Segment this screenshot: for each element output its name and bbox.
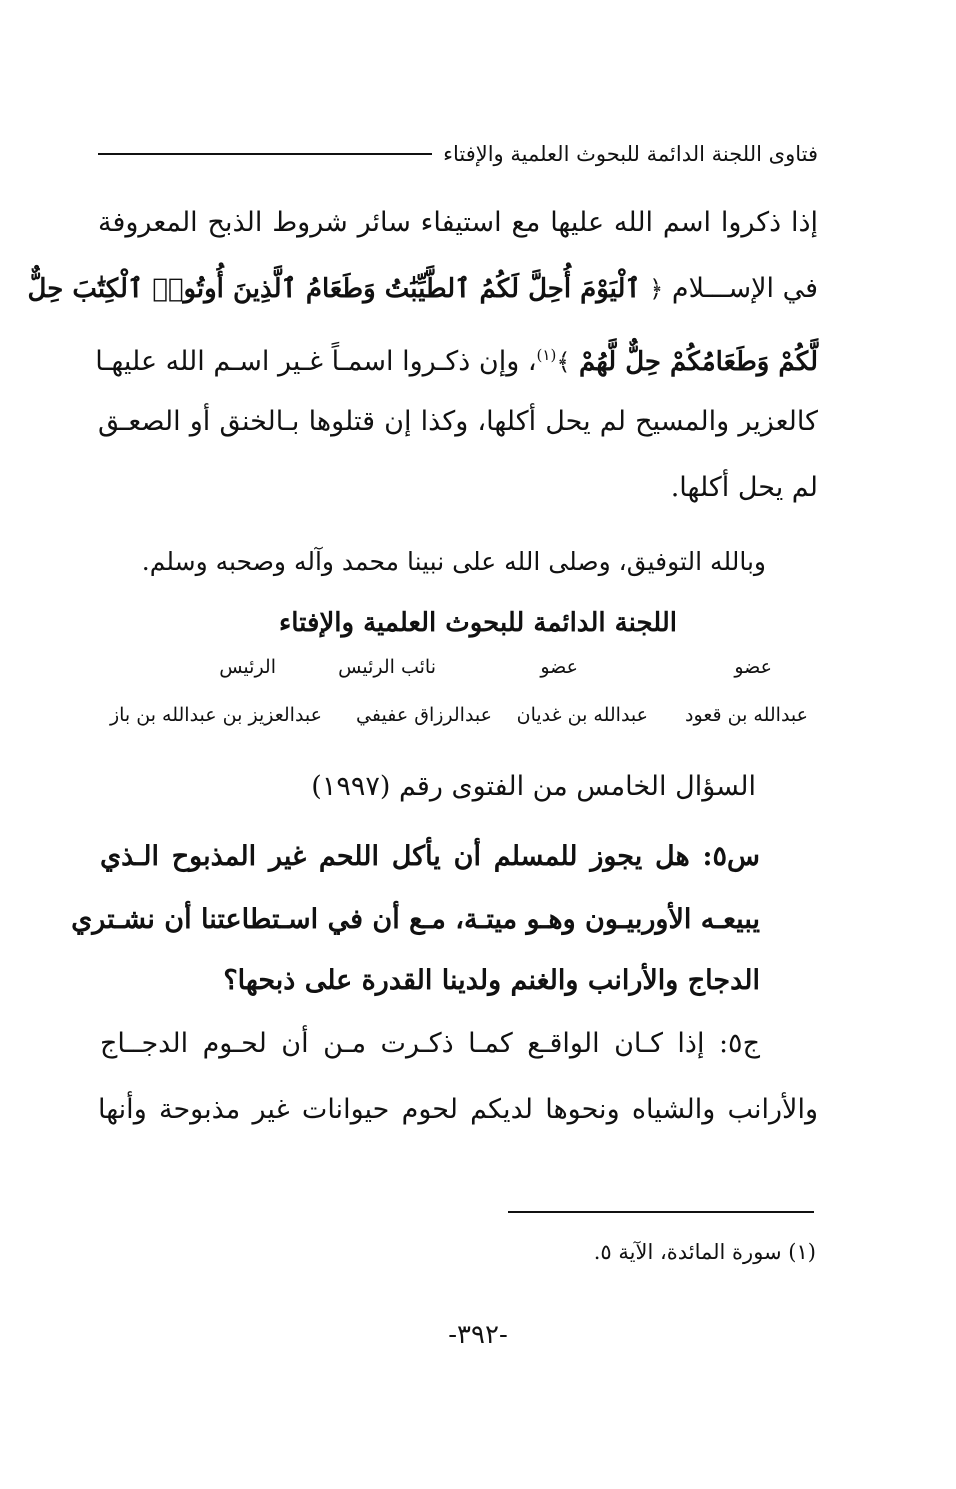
signatory-role-4: الرئيس — [219, 656, 276, 678]
running-head: فتاوى اللجنة الدائمة للبحوث العلمية والإفتاء — [443, 142, 818, 166]
paragraph-line-2 — [27, 272, 818, 306]
answer-line-1: ج٥: إذا كـان الواقـع كمـا ذكـرت مـن أن لحـوم الدجــاج — [100, 1028, 760, 1059]
question-number: السؤال الخامس من الفتوى رقم (١٩٩٧) — [311, 771, 756, 802]
question-line-2: يبيعـه الأوربيـون وهـو ميتـة، مـع أن في اسـتطاعتنا أن نشـتري — [71, 904, 760, 935]
page-number: -٣٩٢- — [448, 1320, 508, 1350]
paragraph-line-2-prefix: في الإســـلام — [671, 273, 818, 304]
signatory-role-2: عضو — [540, 656, 578, 678]
signatory-role-1: عضو — [734, 656, 772, 678]
paragraph-line-3-rest: ، وإن ذكـروا اسمـاً غـير اسـم الله عليهـا — [95, 346, 537, 377]
paragraph-line-4: كالعزير والمسيح لم يحل أكلها، وكذا إن قتلوها بـالخنق أو الصعـق — [98, 406, 818, 437]
signatory-name-1: عبدالله بن قعود — [685, 704, 808, 726]
quran-verse-part-2: لَّكُمْ وَطَعَامُكُمْ حِلٌّ لَّهُمْ — [578, 347, 818, 377]
committee-title: اللجنة الدائمة للبحوث العلمية والإفتاء — [279, 608, 677, 638]
running-head-rule — [98, 153, 432, 155]
paragraph-line-1: إذا ذكروا اسم الله عليها مع استيفاء سائر شروط الذبح المعروفة — [98, 207, 818, 238]
answer-line-2: والأرانب والشياه ونحوها لديكم لحوم حيوانات غير مذبوحة وأنها — [98, 1094, 818, 1125]
signatory-name-3: عبدالرزاق عفيفي — [356, 704, 492, 726]
footnote-reference: (١) — [536, 346, 557, 364]
question-line-1: س٥: هل يجوز للمسلم أن يأكل اللحم غير المذبوح الـذي — [100, 841, 760, 872]
quran-verse-part-1: ٱلْيَوْمَ أُحِلَّ لَكُمُ ٱلطَّيِّبَٰتُ وَطَعَامُ ٱلَّذِينَ أُوتُوا۟ ٱلْكِتَٰبَ حِلٌّ — [27, 274, 641, 304]
footnote-rule — [508, 1211, 814, 1213]
signatory-name-2: عبدالله بن غديان — [516, 704, 648, 726]
footnote: (١) سورة المائدة، الآية ٥. — [593, 1240, 816, 1264]
quran-bracket-open: ﴿ — [649, 275, 664, 303]
paragraph-line-5: لم يحل أكلها. — [670, 472, 818, 503]
signatory-name-4: عبدالعزيز بن عبدالله بن باز — [109, 704, 322, 726]
quran-bracket-close: ﴾ — [556, 348, 571, 376]
question-line-3: الدجاج والأرانب والغنم ولدينا القدرة على ذبحها؟ — [223, 965, 760, 996]
signatory-role-3: نائب الرئيس — [338, 656, 436, 678]
paragraph-line-3 — [95, 338, 818, 379]
closing-line: وبالله التوفيق، وصلى الله على نبينا محمد وآله وصحبه وسلم. — [141, 547, 766, 576]
